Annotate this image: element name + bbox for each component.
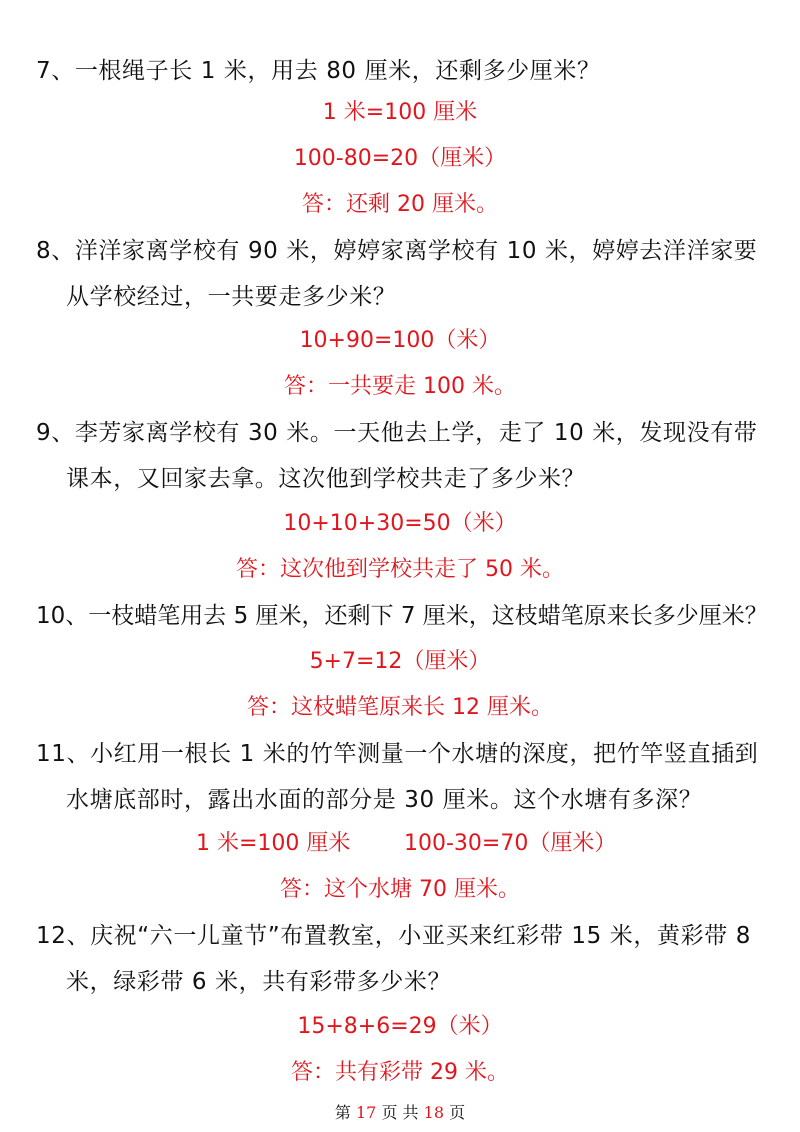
page-footer — [0, 1100, 800, 1123]
answer-8-step-1: 10+90=100（米） — [299, 328, 501, 353]
total-page-number: 18 — [423, 1103, 444, 1122]
answer-11-step-2: 100-30=70（厘米） — [404, 831, 617, 856]
answer-9-step-1: 10+10+30=50（米） — [283, 511, 517, 536]
answer-12-conclusion: 答：共有彩带 29 米。 — [291, 1060, 509, 1085]
question-11-line-2: 水塘底部时，露出水面的部分是 30 厘米。这个水塘有多深？ — [66, 787, 703, 813]
question-7-line-1: 7、一根绳子长 1 米，用去 80 厘米，还剩多少厘米？ — [36, 58, 601, 84]
answer-7-step-2: 100-80=20（厘米） — [293, 146, 507, 171]
answer-8-conclusion: 答：一共要走 100 米。 — [284, 374, 516, 399]
question-12-line-1: 12、庆祝“六一儿童节”布置教室，小亚买来红彩带 15 米，黄彩带 8 — [36, 923, 751, 949]
question-11-line-1: 11、小红用一根长 1 米的竹竿测量一个水塘的深度，把竹竿竖直插到 — [36, 741, 759, 767]
footer-middle: 页 共 — [381, 1103, 419, 1122]
question-9-line-2: 课本，又回家去拿。这次他到学校共走了多少米？ — [66, 466, 586, 492]
answer-10-conclusion: 答：这枝蜡笔原来长 12 厘米。 — [247, 695, 553, 720]
question-8-line-2: 从学校经过，一共要走多少米？ — [66, 284, 397, 310]
answer-9-conclusion: 答：这次他到学校共走了 50 米。 — [236, 557, 564, 582]
answer-7-conclusion: 答：还剩 20 厘米。 — [302, 192, 498, 217]
question-12-line-2: 米，绿彩带 6 米，共有彩带多少米？ — [66, 969, 452, 995]
current-page-number: 17 — [356, 1103, 377, 1122]
question-8-line-1: 8、洋洋家离学校有 90 米，婷婷家离学校有 10 米，婷婷去洋洋家要 — [36, 238, 758, 264]
answer-7-step-1: 1 米=100 厘米 — [322, 100, 478, 125]
question-9-line-1: 9、李芳家离学校有 30 米。一天他去上学，走了 10 米，发现没有带 — [36, 420, 758, 446]
answer-10-step-1: 5+7=12（厘米） — [309, 649, 491, 674]
answer-12-step-1: 15+8+6=29（米） — [297, 1014, 503, 1039]
question-10-line-1: 10、一枝蜡笔用去 5 厘米，还剩下 7 厘米，这枝蜡笔原来长多少厘米？ — [36, 603, 768, 629]
answer-11-conclusion: 答：这个水塘 70 厘米。 — [280, 877, 520, 902]
answer-11-step-1: 1 米=100 厘米 — [196, 831, 351, 856]
footer-prefix: 第 — [334, 1103, 351, 1122]
footer-suffix: 页 — [449, 1103, 466, 1122]
